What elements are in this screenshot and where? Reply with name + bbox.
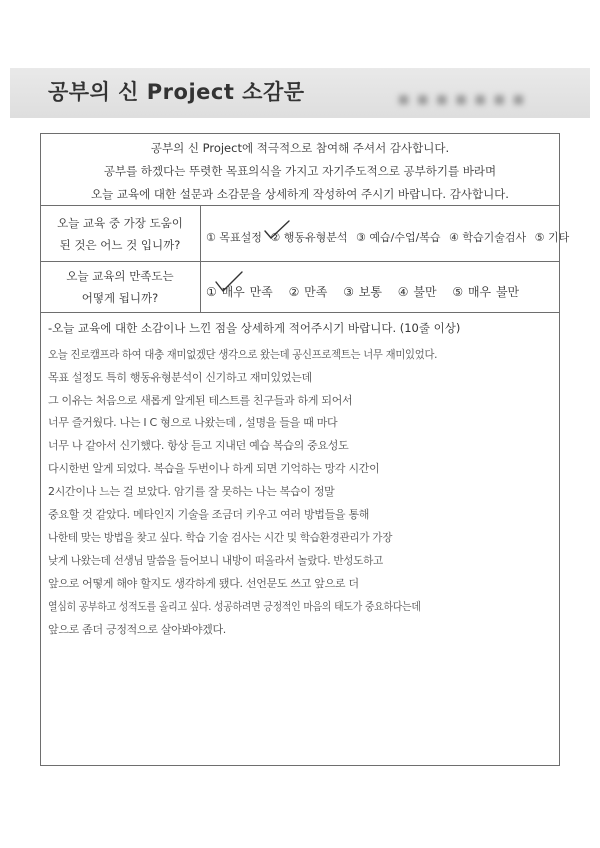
intro-line-3: 오늘 교육에 대한 설문과 소감문을 상세하게 작성하여 주시기 바랍니다. 감사합니다.: [91, 187, 509, 201]
handwritten-line: 목표 설정도 특히 행동유형분석이 신기하고 재미있었는데: [48, 371, 312, 384]
divider: [40, 205, 560, 206]
divider: [40, 261, 560, 262]
handwritten-line: 오늘 진로캠프라 하여 대충 재미없겠단 생각으로 왔는데 공신프로젝트는 너무 재미있었다.: [48, 348, 438, 361]
handwritten-line: 2시간이나 느는 걸 보았다. 암기를 잘 못하는 나는 복습이 정말: [48, 485, 335, 498]
redacted-name: ■ ■ ■ ■ ■ ■ ■: [398, 92, 527, 106]
q2-options: [206, 283, 530, 300]
q2-option-4[interactable]: ④ 불만: [397, 285, 437, 299]
handwritten-line: 그 이유는 처음으로 새롭게 알게된 테스트를 친구들과 하게 되어서: [48, 394, 353, 407]
essay-prompt: -오늘 교육에 대한 소감이나 느낀 점을 상세하게 적어주시기 바랍니다. (10줄 이상): [48, 321, 461, 335]
intro-line-2: 공부를 하겠다는 뚜렷한 목표의식을 가지고 자기주도적으로 공부하기를 바라며: [103, 164, 497, 178]
q2-checkmark-icon: [212, 270, 246, 294]
handwritten-line: 앞으로 어떻게 해야 할지도 생각하게 됐다. 선언문도 쓰고 앞으로 더: [48, 577, 359, 590]
document-title: 공부의 신 Project 소감문: [48, 80, 305, 104]
divider: [40, 312, 560, 313]
q1-option-5[interactable]: ⑤ 기타: [534, 231, 570, 244]
q1-option-2[interactable]: ② 행동유형분석: [270, 231, 348, 244]
handwritten-line: 다시한번 알게 되었다. 복습을 두번이나 하게 되면 기억하는 망각 시간이: [48, 462, 380, 475]
q2-label: 오늘 교육의 만족도는 어떻게 됩니까?: [66, 269, 174, 305]
intro-text: [40, 137, 560, 206]
column-divider: [200, 205, 201, 312]
q1-option-1[interactable]: ① 목표설정: [206, 231, 262, 244]
handwritten-line: 너무 즐거웠다. 나는 I C 형으로 나왔는데 , 설명을 들을 때 마다: [48, 416, 338, 429]
q1-label: 오늘 교육 중 가장 도움이 된 것은 어느 것 입니까?: [57, 216, 183, 252]
q2-option-3[interactable]: ③ 보통: [343, 285, 382, 299]
q2-option-2[interactable]: ② 만족: [288, 285, 328, 299]
handwritten-line: 열심히 공부하고 성적도를 올리고 싶다. 성공하려면 긍정적인 마음의 태도가 중요하다는데: [48, 600, 421, 613]
handwritten-line: 낮게 나왔는데 선생님 말씀을 들어보니 내방이 떠올라서 놀랐다. 반성도하고: [48, 554, 383, 567]
q1-option-4[interactable]: ④ 학습기술검사: [449, 231, 527, 244]
handwritten-line: 나한테 맞는 방법을 찾고 싶다. 학습 기술 검사는 시간 및 학습환경관리가 가장: [48, 531, 393, 544]
handwritten-line: 중요할 것 같았다. 메타인지 기술을 조금더 키우고 여러 방법들을 통해: [48, 508, 370, 521]
q2-option-1[interactable]: ① 매우 만족: [206, 285, 273, 299]
q1-option-3[interactable]: ③ 예습/수업/복습: [356, 231, 441, 244]
intro-line-1: 공부의 신 Project에 적극적으로 참여해 주셔서 감사합니다.: [150, 141, 450, 155]
handwritten-line: 너무 나 같아서 신기했다. 항상 듣고 지내던 예습 복습의 중요성도: [48, 439, 349, 452]
q1-checkmark-icon: [262, 219, 292, 241]
handwritten-line: 앞으로 좀더 긍정적으로 살아봐야겠다.: [48, 623, 227, 636]
q2-option-5[interactable]: ⑤ 매우 불만: [452, 285, 520, 299]
